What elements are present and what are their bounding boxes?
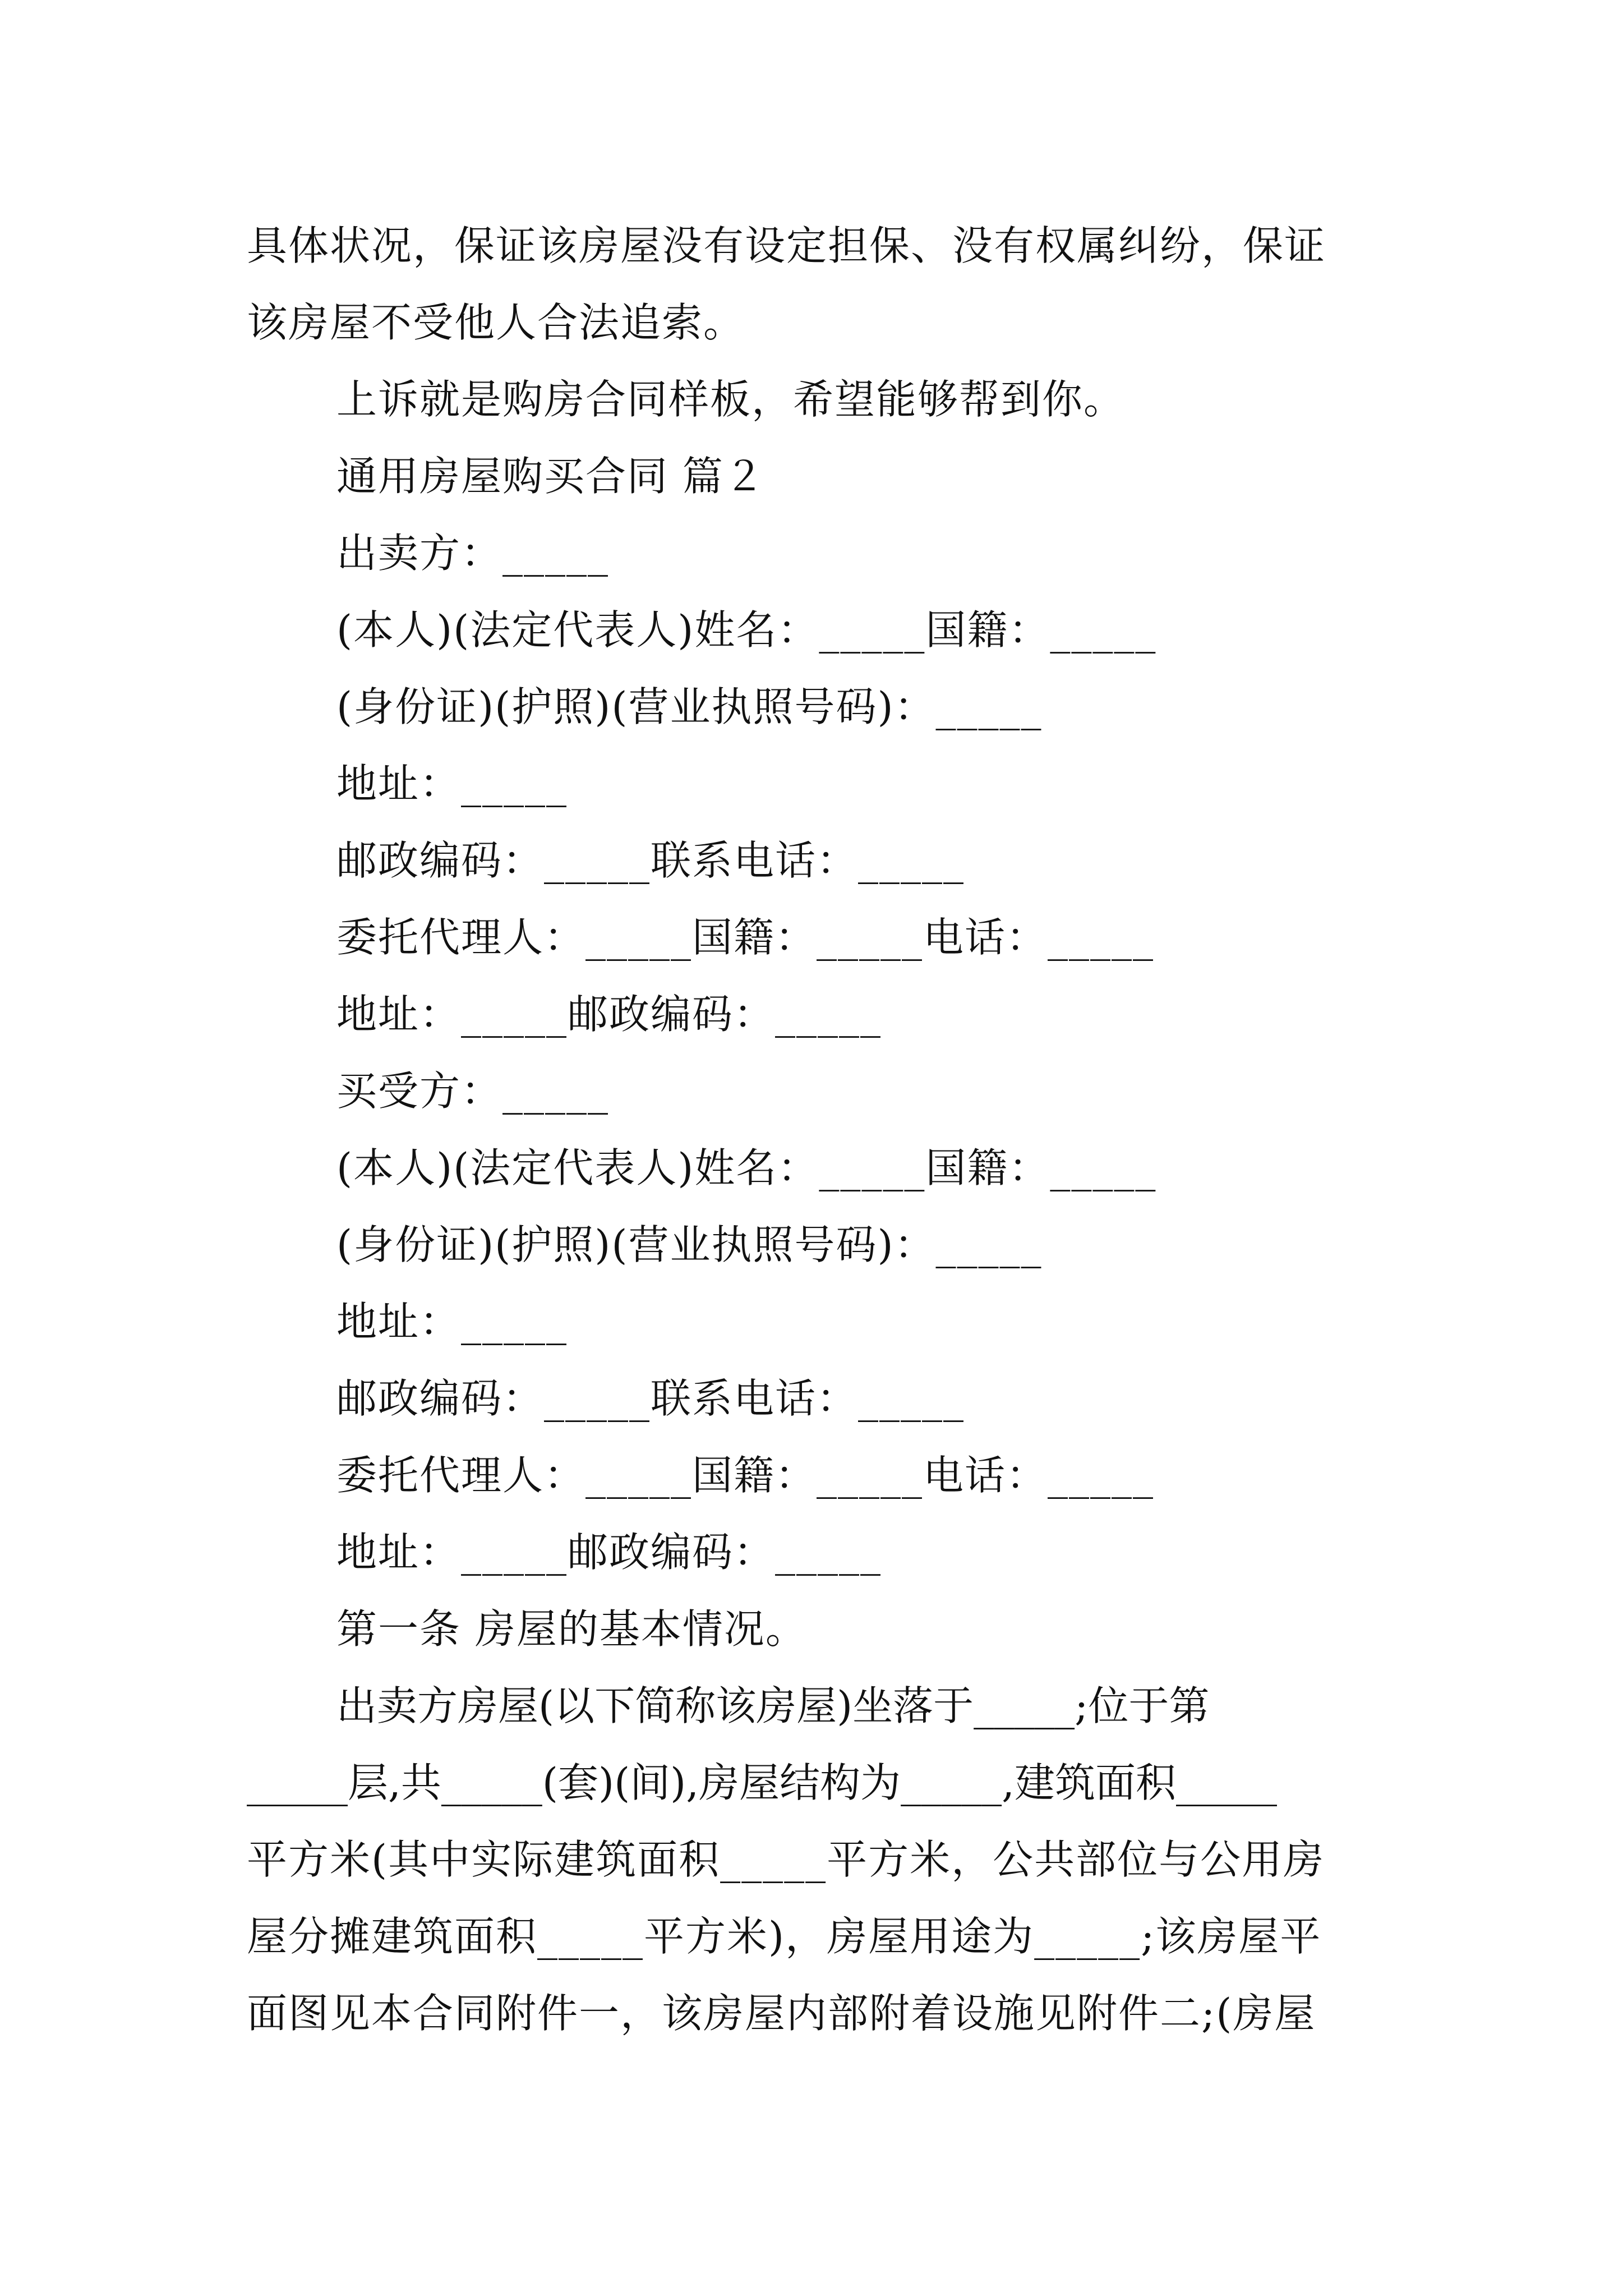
seller-address: 地址：_____ [336,760,568,807]
buyer-name-nationality: (本人)(法定代表人)姓名：_____国籍：_____ [336,1144,1157,1191]
seller-postcode-phone: 邮政编码：_____联系电话：_____ [336,837,965,884]
article-one-line-2: _____层,共_____(套)(间),房屋结构为_____,建筑面积_____ [247,1759,1278,1806]
seller-id-number: (身份证)(护照)(营业执照号码)：_____ [336,683,1043,730]
seller-name-nationality: (本人)(法定代表人)姓名：_____国籍：_____ [336,606,1157,654]
article-one-line-5: 面图见本合同附件一，该房屋内部附着设施见附件二;(房屋 [247,1990,1316,2037]
seller-agent-address: 地址：_____邮政编码：_____ [336,991,882,1038]
paragraph-line-2: 该房屋不受他人合法追索。 [247,299,745,346]
article-one-heading: 第一条 房屋的基本情况。 [336,1605,807,1653]
article-one-line-4: 屋分摊建筑面积_____平方米)，房屋用途为_____;该房屋平 [247,1913,1322,1960]
buyer-agent: 委托代理人：_____国籍：_____电话：_____ [336,1452,1155,1499]
buyer-heading: 买受方：_____ [336,1068,610,1115]
closing-sentence: 上诉就是购房合同样板，希望能够帮到你。 [336,376,1126,423]
paragraph-line-1: 具体状况，保证该房屋没有设定担保、没有权属纠纷，保证 [247,222,1326,269]
article-one-line-3: 平方米(其中实际建筑面积_____平方米，公共部位与公用房 [247,1836,1325,1883]
section-title: 通用房屋购买合同 篇２ [336,453,766,500]
seller-agent: 委托代理人：_____国籍：_____电话：_____ [336,914,1155,961]
buyer-postcode-phone: 邮政编码：_____联系电话：_____ [336,1375,965,1422]
document-body [247,208,1391,2052]
article-one-line-1: 出卖方房屋(以下简称该房屋)坐落于_____;位于第 [336,1682,1210,1729]
buyer-address: 地址：_____ [336,1298,568,1345]
seller-heading: 出卖方：_____ [336,530,610,577]
buyer-id-number: (身份证)(护照)(营业执照号码)：_____ [336,1221,1043,1268]
buyer-agent-address: 地址：_____邮政编码：_____ [336,1529,882,1576]
